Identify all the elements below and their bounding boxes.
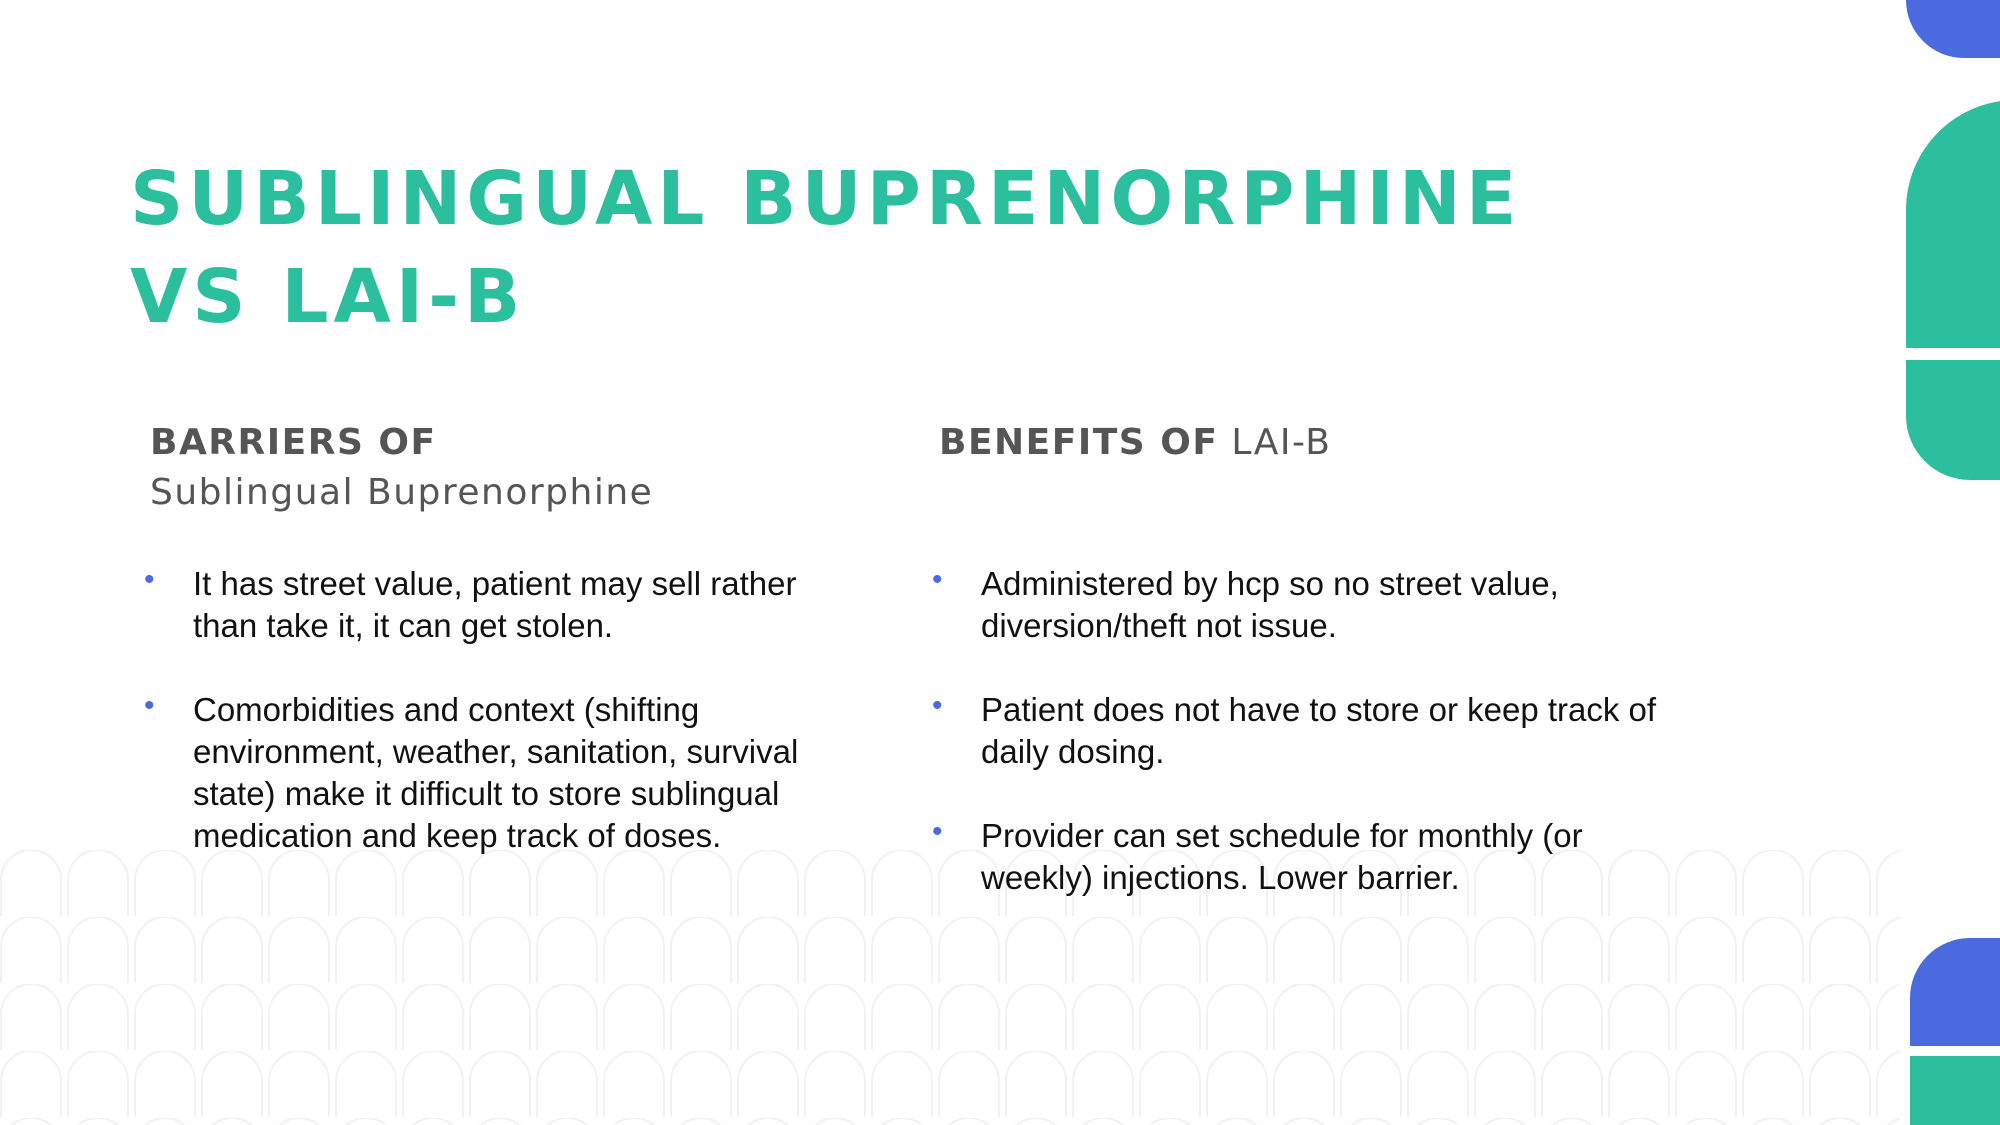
decorative-shape-teal-small: [1906, 360, 2000, 480]
bullet-dot-icon: •: [932, 689, 943, 722]
left-column-heading: [150, 418, 653, 518]
title-line-1: SUBLINGUAL BUPRENORPHINE: [130, 156, 1522, 242]
list-item: [932, 689, 1672, 773]
decorative-shape-blue-top: [1906, 0, 2000, 58]
slide-title: [130, 150, 1521, 346]
left-heading-bold: BARRIERS OF: [150, 422, 437, 463]
bullet-dot-icon: •: [932, 815, 943, 848]
bullet-dot-icon: •: [144, 689, 155, 722]
decorative-shape-blue-bottom: [1910, 938, 2000, 1046]
right-heading-light: LAI-B: [1231, 422, 1332, 463]
list-item: [144, 563, 804, 647]
left-heading-light: Sublingual Buprenorphine: [150, 472, 654, 513]
bullet-dot-icon: •: [144, 563, 155, 596]
bullet-dot-icon: •: [932, 563, 943, 596]
title-line-2: VS LAI-B: [130, 254, 526, 340]
list-item-text: Comorbidities and context (shifting environment, weather, sanitation, survival state) make it difficult to store sublingual medication and keep track of doses.: [193, 691, 799, 854]
list-item: [932, 815, 1672, 899]
benefits-list: [932, 563, 1672, 941]
barriers-list: [144, 563, 804, 899]
decorative-shape-teal-large: [1906, 100, 2000, 348]
list-item-text: Patient does not have to store or keep track of daily dosing.: [981, 691, 1657, 770]
list-item-text: Administered by hcp so no street value, diversion/theft not issue.: [981, 565, 1559, 644]
right-column-heading: [939, 418, 1331, 468]
list-item: [144, 689, 804, 857]
list-item-text: It has street value, patient may sell rather than take it, it can get stolen.: [193, 565, 797, 644]
list-item-text: Provider can set schedule for monthly (or weekly) injections. Lower barrier.: [981, 817, 1583, 896]
list-item: [932, 563, 1672, 647]
decorative-shape-teal-bottom: [1910, 1056, 2000, 1125]
right-heading-bold: BENEFITS OF: [939, 422, 1219, 463]
